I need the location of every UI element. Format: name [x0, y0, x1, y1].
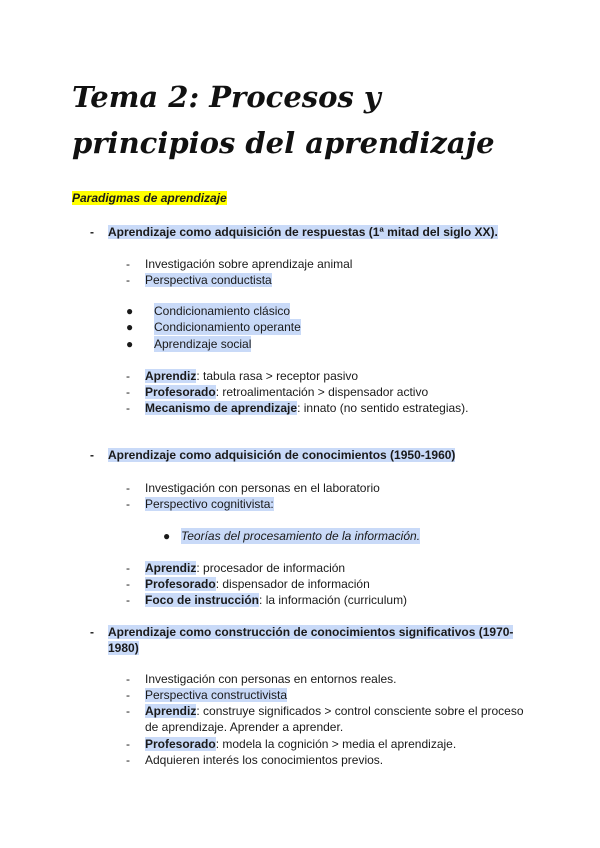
bullet-item: ● Condicionamiento clásico — [126, 304, 291, 318]
list-item: - Investigación con personas en entornos reales. — [126, 672, 397, 686]
bullet-item: ● Condicionamiento operante — [126, 320, 301, 334]
section-heading-3: - Aprendizaje como construcción de conocimientos significativos (1970-1980) — [90, 625, 514, 655]
list-item: - Adquieren interés los conocimientos previos. — [126, 753, 384, 767]
section-heading-1: - Aprendizaje como adquisición de respuestas (1ª mitad del siglo XX). — [90, 225, 498, 239]
role-item: - Aprendiz: construye significados > control consciente sobre el proceso de aprendizaje. Aprender a aprender. — [126, 704, 524, 734]
role-item: - Foco de instrucción: la información (curriculum) — [126, 593, 408, 607]
role-item: - Profesorado: modela la cognición > media el aprendizaje. — [126, 737, 457, 751]
role-item: - Mecanismo de aprendizaje: innato (no sentido estrategias). — [126, 401, 469, 415]
list-item: - Perspectivo cognitivista: — [126, 497, 274, 511]
subheading: Paradigmas de aprendizaje — [72, 191, 227, 205]
list-item: - Perspectiva constructivista — [126, 688, 288, 702]
section-heading-2: - Aprendizaje como adquisición de conocimientos (1950-1960) — [90, 448, 456, 462]
list-item: - Investigación sobre aprendizaje animal — [126, 257, 353, 271]
role-item: - Aprendiz: tabula rasa > receptor pasivo — [126, 369, 359, 383]
role-item: - Profesorado: retroalimentación > dispensador activo — [126, 385, 429, 399]
list-item: - Perspectiva conductista — [126, 273, 272, 287]
role-item: - Aprendiz: procesador de información — [126, 561, 346, 575]
list-item: - Investigación con personas en el laboratorio — [126, 481, 380, 495]
role-item: - Profesorado: dispensador de información — [126, 577, 370, 591]
bullet-item: ● Aprendizaje social — [126, 337, 252, 351]
page-title: Tema 2: Procesos y principios del aprendizaje — [72, 80, 495, 160]
bullet-item: ● Teorías del procesamiento de la información. — [163, 529, 421, 543]
